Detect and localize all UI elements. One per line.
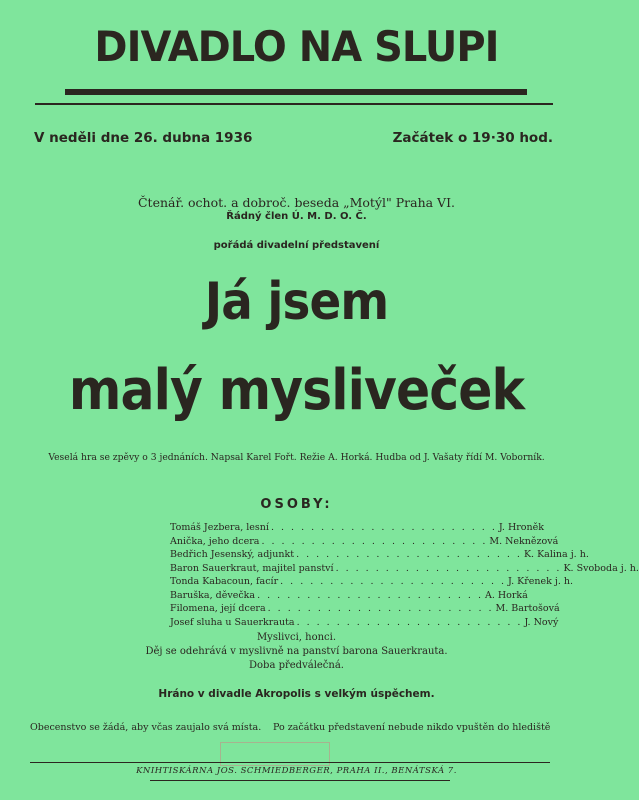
audience-note: Obecenstvo se žádá, aby včas zaujalo svá místa. bbox=[30, 722, 262, 733]
cast-role: Tonda Kabacoun, facír bbox=[170, 576, 279, 587]
printer-imprint: KNIHTISKÁRNA JOS. SCHMIEDBERGER, PRAHA II., BENÁTSKÁ 7. bbox=[136, 766, 457, 776]
period-note: Doba předválečná. bbox=[249, 660, 344, 671]
play-title-line2: malý mysliveček bbox=[68, 358, 525, 423]
cast-role: Anička, jeho dcera bbox=[170, 535, 260, 547]
leader-dots: . . . . . . . . . . . . . . . . . . . . . . . bbox=[270, 522, 497, 533]
cast-role: Tomáš Jezbera, lesní bbox=[170, 522, 269, 533]
play-credits: Veselá hra se zpěvy o 3 jednáních. Napsal Karel Fořt. Režie A. Horká. Hudba od J. Vašaty řídí M. Voborník. bbox=[48, 452, 545, 463]
leader-dots: . . . . . . . . . . . . . . . . . . . . . . . bbox=[280, 576, 506, 587]
cast-role: Bedřich Jesenský, adjunkt bbox=[170, 549, 295, 560]
leader-dots: . . . . . . . . . . . . . . . . . . . . . . . bbox=[296, 549, 522, 560]
leader-dots: . . . . . . . . . . . . . . . . . . . . . . . bbox=[296, 616, 523, 628]
performance-date: V neděli dne 26. dubna 1936 bbox=[34, 130, 253, 146]
organizer-membership: Řádný člen Ú. M. D. O. Č. bbox=[226, 211, 367, 222]
cast-role: Baron Sauerkraut, majitel panství bbox=[170, 562, 334, 574]
cast-actor: J. Křenek j. h. bbox=[508, 576, 574, 587]
leader-dots: . . . . . . . . . . . . . . . . . . . . . . . bbox=[261, 535, 488, 547]
cast-actor: A. Horká bbox=[484, 589, 528, 601]
presents-line: pořádá divadelní představení bbox=[213, 240, 380, 251]
played-at-note: Hráno v divadle Akropolis s velkým úspěchem. bbox=[158, 688, 435, 700]
leader-dots: . . . . . . . . . . . . . . . . . . . . . . . bbox=[335, 562, 562, 574]
cast-actor: J. Nový bbox=[524, 616, 559, 628]
cast-actor: K. Kalina j. h. bbox=[523, 549, 589, 560]
cast-actor: K. Svoboda j. h. bbox=[563, 562, 639, 574]
leader-dots: . . . . . . . . . . . . . . . . . . . . . . . bbox=[267, 603, 494, 614]
leader-dots: . . . . . . . . . . . . . . . . . . . . . . . bbox=[257, 589, 483, 601]
cast-actor: J. Hroněk bbox=[498, 522, 545, 533]
cast-actor: M. Neknězová bbox=[489, 535, 559, 547]
cast-row bbox=[170, 616, 559, 630]
cast-row bbox=[170, 575, 574, 589]
cast-actor: M. Bartošová bbox=[495, 603, 560, 614]
header-rule-thin bbox=[35, 103, 553, 105]
cast-row bbox=[170, 602, 560, 616]
cast-role: Filomena, její dcera bbox=[170, 603, 266, 614]
cast-list bbox=[170, 521, 639, 629]
cast-heading: OSOBY: bbox=[260, 497, 333, 512]
play-title-line1: Já jsem bbox=[204, 272, 389, 332]
header-rule-thick bbox=[65, 89, 527, 95]
cast-row bbox=[170, 562, 639, 576]
cast-row bbox=[170, 589, 528, 603]
footer-rule-lower bbox=[150, 780, 450, 781]
footer-rule bbox=[30, 762, 550, 763]
cast-row bbox=[170, 548, 589, 562]
late-entry-note: Po začátku představení nebude nikdo vpuštěn do hlediště bbox=[273, 722, 551, 733]
setting-note: Děj se odehrává v myslivně na panství barona Sauerkrauta. bbox=[145, 646, 448, 657]
organizer-name: Čtenář. ochot. a dobroč. beseda „Motýl" Praha VI. bbox=[137, 195, 455, 210]
venue-title: DIVADLO NA SLUPI bbox=[94, 22, 499, 71]
cast-row bbox=[170, 521, 545, 535]
cast-role: Baruška, děvečka bbox=[170, 589, 256, 601]
extras-note: Myslivci, honci. bbox=[256, 632, 337, 643]
start-time: Začátek o 19·30 hod. bbox=[392, 130, 553, 146]
cast-row bbox=[170, 535, 559, 549]
cast-role: Josef sluha u Sauerkrauta bbox=[170, 616, 295, 628]
